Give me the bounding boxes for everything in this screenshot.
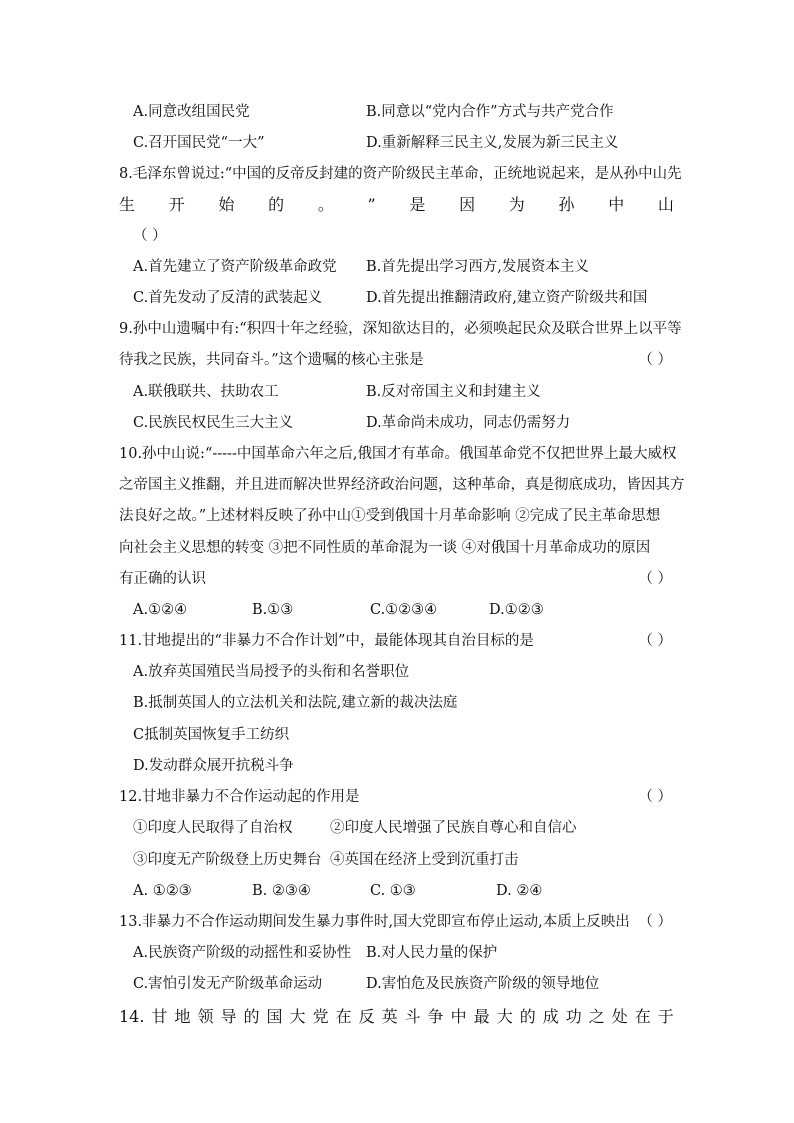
- q13-options-row-1: [0, 940, 794, 966]
- q9-option-a: A.联俄联共、扶助农工: [133, 384, 279, 400]
- q11-option-d: D.发动群众展开抗税斗争: [133, 758, 294, 774]
- q11-option-c: C抵制英国恢复手工纺织: [133, 727, 290, 743]
- q12-item-4: ④英国在经济上受到沉重打击: [330, 852, 519, 868]
- q12-item-1: ①印度人民取得了自治权: [133, 820, 293, 836]
- q11-option-a: A.放弃英国殖民当局授予的头衔和名誉职位: [133, 664, 410, 680]
- q10-stem-line-3: 法良好之故。”上述材料反映了孙中山①受到俄国十月革命影响 ②完成了民主革命思想: [119, 508, 661, 524]
- q11-option-c-row: [0, 722, 794, 748]
- q7-options-row-2: [0, 130, 794, 156]
- q13-option-c: C.害怕引发无产阶级革命运动: [133, 976, 323, 992]
- q11-option-b-row: [0, 690, 794, 716]
- q14-stem: 14. 甘 地 领 导 的 国 大 党 在 反 英 斗 争 中 最 大 的 成 功 之 处 在 于: [119, 1007, 674, 1026]
- q9-options-row-1: [0, 379, 794, 405]
- q7-option-d: D.重新解释三民主义,发展为新三民主义: [366, 135, 619, 151]
- q12-option-d: D. ②④: [496, 883, 543, 899]
- q13-options-row-2: [0, 971, 794, 997]
- q13-option-b: B.对人民力量的保护: [366, 945, 498, 961]
- q8-answer-blank[interactable]: （ ）: [133, 228, 167, 244]
- q9-options-row-2: [0, 410, 794, 436]
- q12-answer-blank[interactable]: （ ）: [638, 789, 672, 805]
- q8-option-a: A.首先建立了资产阶级革命政党: [133, 259, 337, 275]
- q10-options-row: [0, 597, 794, 623]
- q10-option-a: A.①②④: [133, 602, 188, 618]
- q11-option-a-row: [0, 659, 794, 685]
- q9-answer-blank[interactable]: （ ）: [638, 352, 672, 368]
- q11-stem: 11.甘地提出的“非暴力不合作计划”中，最能体现其自治目标的是 （ ）: [0, 628, 794, 654]
- q13-option-a: A.民族资产阶级的动摇性和妥协性: [133, 945, 352, 961]
- q7-option-b: B.同意以“党内合作”方式与共产党合作: [366, 104, 614, 120]
- q8-stem-line-1: 8.毛泽东曾说过:“中国的反帝反封建的资产阶级民主革命，正统地说起来，是从孙中山先: [119, 166, 682, 182]
- q9-option-b: B.反对帝国主义和封建主义: [366, 384, 541, 400]
- q8-option-c: C.首先发动了反清的武装起义: [133, 290, 323, 306]
- q13-stem: 13.非暴力不合作运动期间发生暴力事件时,国大党即宣布停止运动,本质上反映出 （ ）: [0, 909, 794, 935]
- q13-option-d: D.害怕危及民族资产阶级的领导地位: [366, 976, 600, 992]
- q13-answer-blank[interactable]: （ ）: [638, 914, 672, 930]
- q9-stem-line-1: 9.孙中山遗嘱中有:“积四十年之经验，深知欲达目的，必须唤起民众及联合世界上以平等: [119, 321, 682, 337]
- q10-option-d: D.①②③: [489, 602, 544, 618]
- q10-stem-line-5: 有正确的认识 （ ）: [0, 566, 794, 592]
- q12-item-2: ②印度人民增强了民族自尊心和自信心: [330, 820, 577, 836]
- q10-option-c: C.①②③④: [370, 602, 438, 618]
- q12-option-c: C. ①③: [370, 883, 416, 899]
- q7-option-a: A.同意改组国民党: [133, 104, 250, 120]
- q8-stem-line-2: 生 开 始 的 。 ” 是 因 为 孙 中 山: [119, 195, 674, 214]
- q10-answer-blank[interactable]: （ ）: [638, 571, 672, 587]
- q8-answer-blank-row: [0, 223, 794, 249]
- q10-option-b: B.①③: [252, 602, 294, 618]
- q9-option-d: D.革命尚未成功，同志仍需努力: [366, 415, 571, 431]
- q8-option-d: D.首先提出推翻清政府,建立资产阶级共和国: [366, 290, 648, 306]
- q12-items-row-2: [0, 847, 794, 873]
- q11-answer-blank[interactable]: （ ）: [638, 633, 672, 649]
- q10-stem-line-4: 向社会主义思想的转变 ③把不同性质的革命混为一谈 ④对俄国十月革命成功的原因: [119, 540, 651, 556]
- q12-options-row: [0, 878, 794, 904]
- q8-options-row-2: [0, 285, 794, 311]
- q9-option-c: C.民族民权民生三大主义: [133, 415, 294, 431]
- q9-stem-line-2: 待我之民族，共同奋斗。”这个遗嘱的核心主张是 （ ）: [0, 347, 794, 373]
- q7-option-c: C.召开国民党“一大”: [133, 135, 265, 151]
- q12-item-3: ③印度无产阶级登上历史舞台: [133, 852, 322, 868]
- q11-option-d-row: [0, 753, 794, 779]
- q10-stem-line-1: 10.孙中山说:“-----中国革命六年之后,俄国才有革命。俄国革命党不仅把世界上最大威权: [119, 446, 677, 462]
- q8-options-row-1: [0, 254, 794, 280]
- q11-option-b: B.抵制英国人的立法机关和法院,建立新的裁决法庭: [133, 695, 458, 711]
- q12-option-b: B. ②③④: [252, 883, 311, 899]
- q12-stem: 12.甘地非暴力不合作运动起的作用是 （ ）: [0, 784, 794, 810]
- q8-option-b: B.首先提出学习西方,发展资本主义: [366, 259, 589, 275]
- q12-option-a: A. ①②③: [133, 883, 192, 899]
- q12-items-row-1: [0, 815, 794, 841]
- q7-options-row-1: [0, 99, 794, 125]
- q10-stem-line-2: 之帝国主义推翻，并且进而解决世界经济政治问题，这种革命，真是彻底成功，皆因其方: [119, 477, 685, 493]
